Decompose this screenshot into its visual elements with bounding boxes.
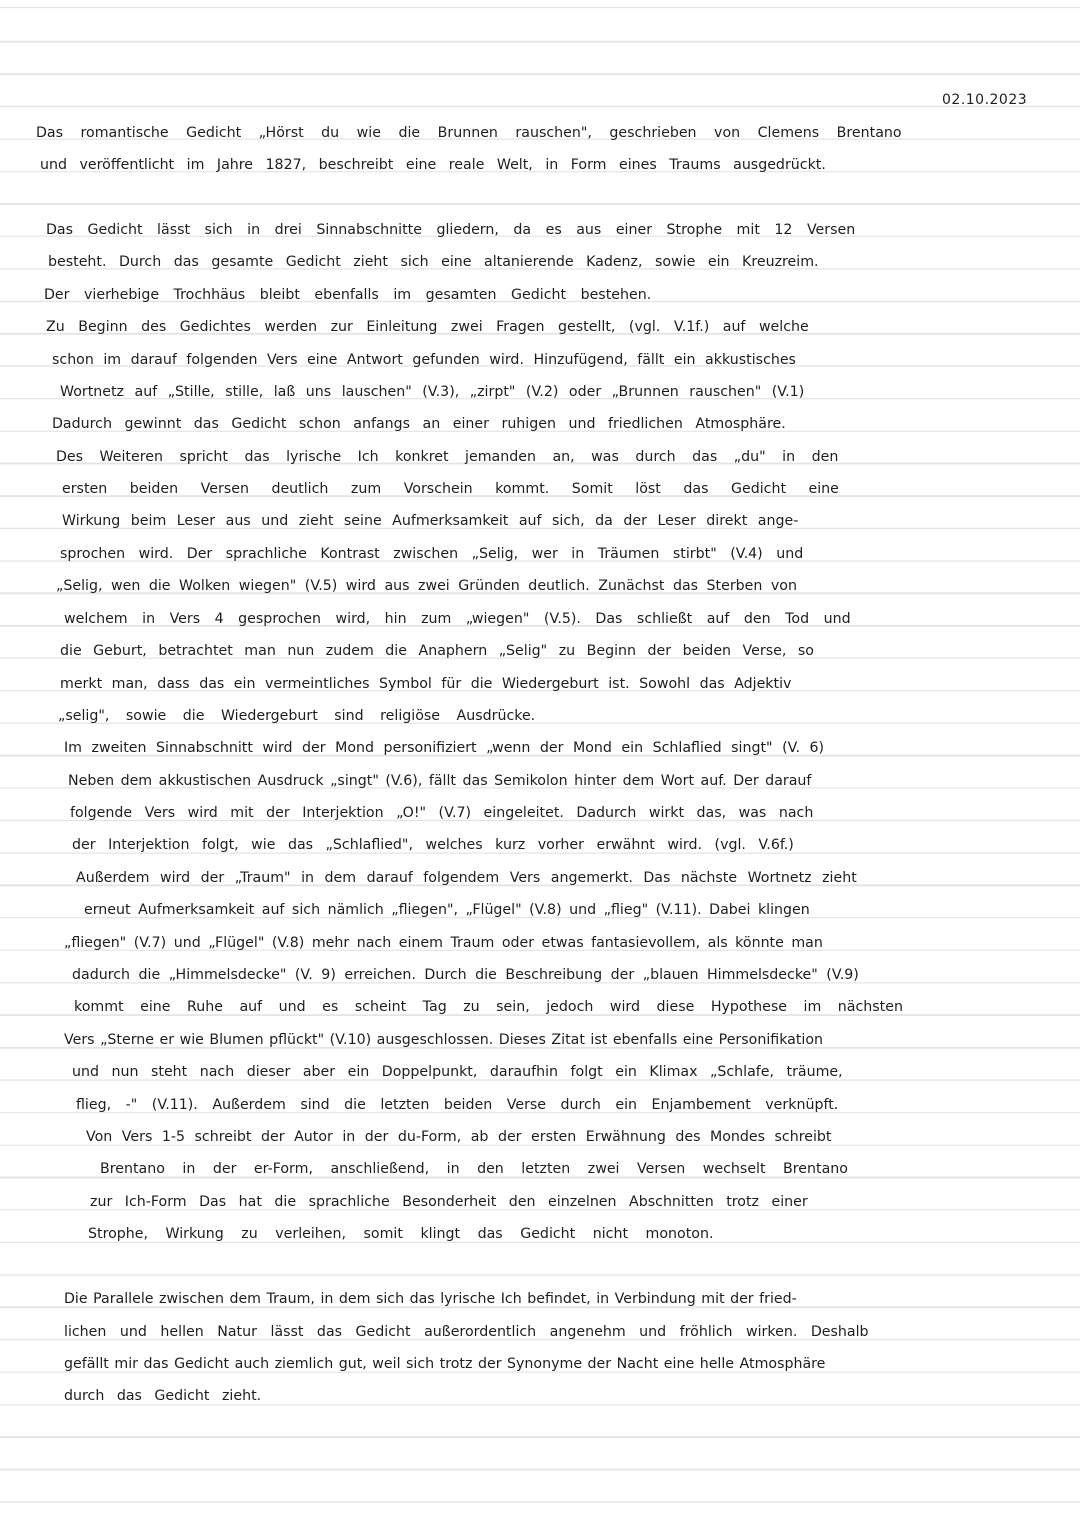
text-line: Wirkung beim Leser aus und zieht seine Aufmerksamkeit auf sich, da der Leser direkt ange- xyxy=(62,513,799,529)
text-line: Strophe, Wirkung zu verleihen, somit klingt das Gedicht nicht monoton. xyxy=(88,1226,714,1242)
text-line: lichen und hellen Natur lässt das Gedicht außerordentlich angenehm und fröhlich wirken. Deshalb xyxy=(64,1324,869,1340)
text-line: dadurch die „Himmelsdecke" (V. 9) erreichen. Durch die Beschreibung der „blauen Himmelsdecke" (V.9) xyxy=(72,967,859,983)
text-line: kommt eine Ruhe auf und es scheint Tag zu sein, jedoch wird diese Hypothese im nächsten xyxy=(74,999,903,1015)
text-line: Zu Beginn des Gedichtes werden zur Einleitung zwei Fragen gestellt, (vgl. V.1f.) auf welche xyxy=(46,319,809,335)
text-line: Brentano in der er-Form, anschließend, in den letzten zwei Versen wechselt Brentano xyxy=(100,1161,848,1177)
text-line: Die Parallele zwischen dem Traum, in dem sich das lyrische Ich befindet, in Verbindung mit der fried- xyxy=(64,1291,797,1307)
text-line: folgende Vers wird mit der Interjektion „O!" (V.7) eingeleitet. Dadurch wirkt das, was nach xyxy=(70,805,814,821)
text-line: Des Weiteren spricht das lyrische Ich konkret jemanden an, was durch das „du" in den xyxy=(56,449,839,465)
text-line: „fliegen" (V.7) und „Flügel" (V.8) mehr nach einem Traum oder etwas fantasievollem, als könnte man xyxy=(64,935,823,951)
text-line: sprochen wird. Der sprachliche Kontrast zwischen „Selig, wer in Träumen stirbt" (V.4) und xyxy=(60,546,804,562)
text-line: Von Vers 1-5 schreibt der Autor in der du-Form, ab der ersten Erwähnung des Mondes schreibt xyxy=(86,1129,832,1145)
text-line: „selig", sowie die Wiedergeburt sind religiöse Ausdrücke. xyxy=(58,708,536,724)
text-line: durch das Gedicht zieht. xyxy=(64,1388,262,1404)
text-line: merkt man, dass das ein vermeintliches Symbol für die Wiedergeburt ist. Sowohl das Adjektiv xyxy=(60,676,792,692)
text-line: und nun steht nach dieser aber ein Doppelpunkt, daraufhin folgt ein Klimax „Schlafe, träume, xyxy=(72,1064,843,1080)
text-line: welchem in Vers 4 gesprochen wird, hin zum „wiegen" (V.5). Das schließt auf den Tod und xyxy=(64,611,851,627)
text-line: erneut Aufmerksamkeit auf sich nämlich „fliegen", „Flügel" (V.8) und „flieg" (V.11). Dabei klingen xyxy=(84,902,810,918)
text-line: und veröffentlicht im Jahre 1827, beschreibt eine reale Welt, in Form eines Traums ausgedrückt. xyxy=(40,157,826,173)
text-line: der Interjektion folgt, wie das „Schlaflied", welches kurz vorher erwähnt wird. (vgl. V.6f.) xyxy=(72,837,794,853)
text-line: die Geburt, betrachtet man nun zudem die Anaphern „Selig" zu Beginn der beiden Verse, so xyxy=(60,643,814,659)
text-line: Vers „Sterne er wie Blumen pflückt" (V.10) ausgeschlossen. Dieses Zitat ist ebenfalls eine Personifikation xyxy=(64,1032,824,1048)
text-line: Der vierhebige Trochhäus bleibt ebenfalls im gesamten Gedicht bestehen. xyxy=(44,287,652,303)
date: 02.10.2023 xyxy=(942,92,1028,108)
text-line: Das romantische Gedicht „Hörst du wie die Brunnen rauschen", geschrieben von Clemens Brentano xyxy=(36,125,902,141)
text-line: flieg, -" (V.11). Außerdem sind die letzten beiden Verse durch ein Enjambement verknüpft. xyxy=(76,1097,839,1113)
text-line: Das Gedicht lässt sich in drei Sinnabschnitte gliedern, da es aus einer Strophe mit 12 Versen xyxy=(46,222,856,238)
text-line: „Selig, wen die Wolken wiegen" (V.5) wird aus zwei Gründen deutlich. Zunächst das Sterben von xyxy=(56,578,797,594)
text-line: Außerdem wird der „Traum" in dem darauf folgendem Vers angemerkt. Das nächste Wortnetz zieht xyxy=(76,870,857,886)
text-line: Wortnetz auf „Stille, stille, laß uns lauschen" (V.3), „zirpt" (V.2) oder „Brunnen rauschen" (V.1) xyxy=(60,384,805,400)
text-line: Neben dem akkustischen Ausdruck „singt" (V.6), fällt das Semikolon hinter dem Wort auf. Der darauf xyxy=(68,773,812,789)
text-line: besteht. Durch das gesamte Gedicht zieht sich eine altanierende Kadenz, sowie ein Kreuzreim. xyxy=(48,254,819,270)
text-line: zur Ich-Form Das hat die sprachliche Besonderheit den einzelnen Abschnitten trotz einer xyxy=(90,1194,808,1210)
text-line: schon im darauf folgenden Vers eine Antwort gefunden wird. Hinzufügend, fällt ein akkustisches xyxy=(52,352,796,368)
text-line: gefällt mir das Gedicht auch ziemlich gut, weil sich trotz der Synonyme der Nacht eine helle Atmosphäre xyxy=(64,1356,826,1372)
text-line: Im zweiten Sinnabschnitt wird der Mond personifiziert „wenn der Mond ein Schlaflied singt" (V. 6) xyxy=(64,740,825,756)
text-line: ersten beiden Versen deutlich zum Vorschein kommt. Somit löst das Gedicht eine xyxy=(62,481,839,497)
text-line: Dadurch gewinnt das Gedicht schon anfangs an einer ruhigen und friedlichen Atmosphäre. xyxy=(52,416,786,432)
